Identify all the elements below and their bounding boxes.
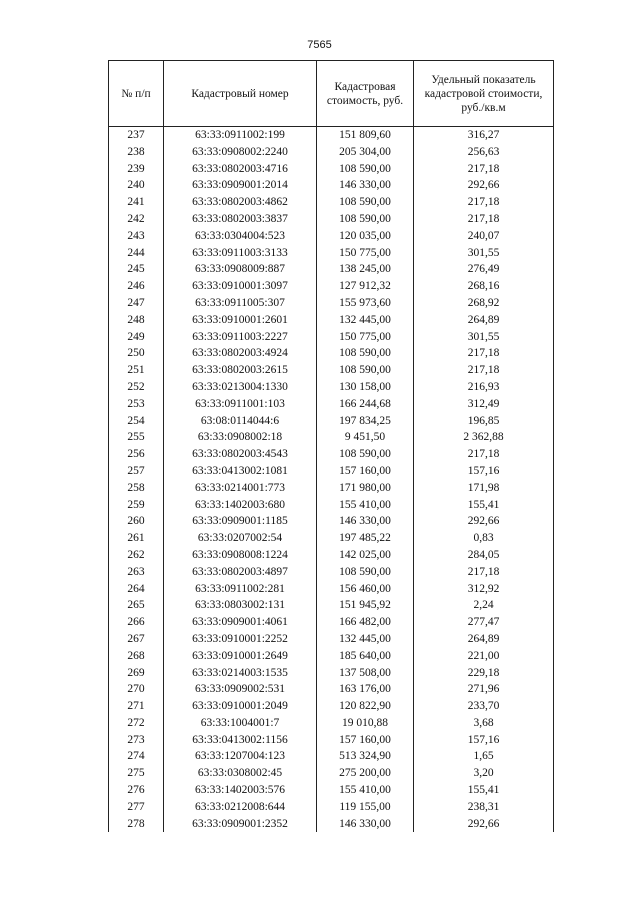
specific-indicator-cell: 217,18 bbox=[414, 194, 554, 211]
row-num-cell: 253 bbox=[109, 396, 164, 413]
cadastral-number-cell: 63:33:0802003:4543 bbox=[164, 446, 317, 463]
cadastral-value-cell: 185 640,00 bbox=[317, 648, 414, 665]
cadastral-number-cell: 63:33:0304004:523 bbox=[164, 228, 317, 245]
cadastral-number-cell: 63:33:0909001:2014 bbox=[164, 177, 317, 194]
cadastral-number-cell: 63:33:0910001:3097 bbox=[164, 278, 317, 295]
cadastral-number-cell: 63:33:0910001:2049 bbox=[164, 698, 317, 715]
row-num-cell: 266 bbox=[109, 614, 164, 631]
specific-indicator-cell: 157,16 bbox=[414, 732, 554, 749]
table-row bbox=[109, 648, 554, 665]
row-num-cell: 274 bbox=[109, 748, 164, 765]
cadastral-value-cell: 155 410,00 bbox=[317, 497, 414, 514]
row-num-cell: 243 bbox=[109, 228, 164, 245]
cadastral-number-cell: 63:33:0802003:4862 bbox=[164, 194, 317, 211]
specific-indicator-cell: 3,68 bbox=[414, 715, 554, 732]
row-num-cell: 255 bbox=[109, 429, 164, 446]
cadastral-value-cell: 150 775,00 bbox=[317, 245, 414, 262]
row-num-cell: 262 bbox=[109, 547, 164, 564]
row-num-cell: 257 bbox=[109, 463, 164, 480]
table-row bbox=[109, 211, 554, 228]
table-row bbox=[109, 261, 554, 278]
cadastral-value-cell: 197 485,22 bbox=[317, 530, 414, 547]
cadastral-number-cell: 63:33:1402003:680 bbox=[164, 497, 317, 514]
row-num-cell: 273 bbox=[109, 732, 164, 749]
table-row bbox=[109, 698, 554, 715]
specific-indicator-cell: 312,92 bbox=[414, 581, 554, 598]
specific-indicator-cell: 268,92 bbox=[414, 295, 554, 312]
row-num-cell: 252 bbox=[109, 379, 164, 396]
cadastral-value-cell: 151 945,92 bbox=[317, 597, 414, 614]
table-row bbox=[109, 480, 554, 497]
specific-indicator-cell: 256,63 bbox=[414, 144, 554, 161]
cadastral-value-cell: 146 330,00 bbox=[317, 816, 414, 833]
specific-indicator-cell: 264,89 bbox=[414, 631, 554, 648]
table-row bbox=[109, 379, 554, 396]
table-row bbox=[109, 413, 554, 430]
cadastral-value-cell: 150 775,00 bbox=[317, 329, 414, 346]
cadastral-table bbox=[108, 60, 554, 832]
row-num-cell: 264 bbox=[109, 581, 164, 598]
specific-indicator-cell: 284,05 bbox=[414, 547, 554, 564]
table-row bbox=[109, 312, 554, 329]
cadastral-value-cell: 108 590,00 bbox=[317, 345, 414, 362]
specific-indicator-cell: 3,20 bbox=[414, 765, 554, 782]
cadastral-number-cell: 63:33:0908002:2240 bbox=[164, 144, 317, 161]
cadastral-number-cell: 63:33:0909002:531 bbox=[164, 681, 317, 698]
cadastral-value-cell: 166 244,68 bbox=[317, 396, 414, 413]
row-num-cell: 269 bbox=[109, 665, 164, 682]
cadastral-number-cell: 63:33:0214003:1535 bbox=[164, 665, 317, 682]
cadastral-value-cell: 19 010,88 bbox=[317, 715, 414, 732]
cadastral-value-cell: 132 445,00 bbox=[317, 631, 414, 648]
cadastral-number-cell: 63:33:0909001:1185 bbox=[164, 513, 317, 530]
cadastral-number-cell: 63:33:0802003:3837 bbox=[164, 211, 317, 228]
specific-indicator-cell: 238,31 bbox=[414, 799, 554, 816]
row-num-cell: 256 bbox=[109, 446, 164, 463]
row-num-cell: 276 bbox=[109, 782, 164, 799]
cadastral-number-cell: 63:33:0908002:18 bbox=[164, 429, 317, 446]
cadastral-value-cell: 163 176,00 bbox=[317, 681, 414, 698]
table-row bbox=[109, 161, 554, 178]
cadastral-value-cell: 171 980,00 bbox=[317, 480, 414, 497]
cadastral-value-cell: 108 590,00 bbox=[317, 194, 414, 211]
specific-indicator-cell: 292,66 bbox=[414, 513, 554, 530]
row-num-cell: 263 bbox=[109, 564, 164, 581]
cadastral-value-cell: 120 822,90 bbox=[317, 698, 414, 715]
cadastral-value-cell: 137 508,00 bbox=[317, 665, 414, 682]
row-num-cell: 242 bbox=[109, 211, 164, 228]
cadastral-number-cell: 63:33:0802003:4897 bbox=[164, 564, 317, 581]
table-row bbox=[109, 194, 554, 211]
table-row bbox=[109, 816, 554, 833]
cadastral-value-cell: 151 809,60 bbox=[317, 127, 414, 144]
cadastral-value-cell: 108 590,00 bbox=[317, 161, 414, 178]
cadastral-number-cell: 63:33:0911002:281 bbox=[164, 581, 317, 598]
table-row bbox=[109, 345, 554, 362]
row-num-cell: 247 bbox=[109, 295, 164, 312]
row-num-cell: 261 bbox=[109, 530, 164, 547]
table-header bbox=[109, 61, 554, 127]
specific-indicator-cell: 233,70 bbox=[414, 698, 554, 715]
cadastral-value-cell: 146 330,00 bbox=[317, 177, 414, 194]
row-num-cell: 241 bbox=[109, 194, 164, 211]
specific-indicator-cell: 312,49 bbox=[414, 396, 554, 413]
specific-indicator-cell: 301,55 bbox=[414, 245, 554, 262]
row-num-cell: 271 bbox=[109, 698, 164, 715]
table-row bbox=[109, 597, 554, 614]
table-row bbox=[109, 799, 554, 816]
table-row bbox=[109, 228, 554, 245]
specific-indicator-cell: 268,16 bbox=[414, 278, 554, 295]
cadastral-number-cell: 63:33:0910001:2649 bbox=[164, 648, 317, 665]
cadastral-number-cell: 63:33:0911005:307 bbox=[164, 295, 317, 312]
specific-indicator-cell: 301,55 bbox=[414, 329, 554, 346]
table-row bbox=[109, 748, 554, 765]
specific-indicator-cell: 171,98 bbox=[414, 480, 554, 497]
specific-indicator-cell: 229,18 bbox=[414, 665, 554, 682]
cadastral-value-cell: 156 460,00 bbox=[317, 581, 414, 598]
header-num: № п/п bbox=[109, 61, 164, 127]
cadastral-number-cell: 63:33:0911002:199 bbox=[164, 127, 317, 144]
table-row bbox=[109, 329, 554, 346]
specific-indicator-cell: 217,18 bbox=[414, 211, 554, 228]
specific-indicator-cell: 155,41 bbox=[414, 497, 554, 514]
table-row bbox=[109, 530, 554, 547]
cadastral-value-cell: 9 451,50 bbox=[317, 429, 414, 446]
cadastral-value-cell: 166 482,00 bbox=[317, 614, 414, 631]
row-num-cell: 251 bbox=[109, 362, 164, 379]
cadastral-number-cell: 63:33:0802003:2615 bbox=[164, 362, 317, 379]
cadastral-number-cell: 63:33:1207004:123 bbox=[164, 748, 317, 765]
specific-indicator-cell: 292,66 bbox=[414, 177, 554, 194]
specific-indicator-cell: 221,00 bbox=[414, 648, 554, 665]
specific-indicator-cell: 240,07 bbox=[414, 228, 554, 245]
cadastral-number-cell: 63:33:0803002:131 bbox=[164, 597, 317, 614]
header-specific-indicator: Удельный показатель кадастровой стоимости, руб./кв.м bbox=[414, 61, 554, 127]
specific-indicator-cell: 217,18 bbox=[414, 161, 554, 178]
cadastral-number-cell: 63:33:0213004:1330 bbox=[164, 379, 317, 396]
row-num-cell: 275 bbox=[109, 765, 164, 782]
table-row bbox=[109, 396, 554, 413]
row-num-cell: 250 bbox=[109, 345, 164, 362]
table-row bbox=[109, 665, 554, 682]
table-body bbox=[109, 127, 554, 833]
cadastral-number-cell: 63:08:0114044:6 bbox=[164, 413, 317, 430]
table-row bbox=[109, 127, 554, 144]
cadastral-number-cell: 63:33:0413002:1081 bbox=[164, 463, 317, 480]
cadastral-value-cell: 127 912,32 bbox=[317, 278, 414, 295]
cadastral-value-cell: 120 035,00 bbox=[317, 228, 414, 245]
table-row bbox=[109, 547, 554, 564]
specific-indicator-cell: 2,24 bbox=[414, 597, 554, 614]
cadastral-number-cell: 63:33:0802003:4924 bbox=[164, 345, 317, 362]
cadastral-number-cell: 63:33:0214001:773 bbox=[164, 480, 317, 497]
cadastral-value-cell: 157 160,00 bbox=[317, 463, 414, 480]
cadastral-number-cell: 63:33:0911003:3133 bbox=[164, 245, 317, 262]
row-num-cell: 270 bbox=[109, 681, 164, 698]
table-row bbox=[109, 362, 554, 379]
cadastral-value-cell: 138 245,00 bbox=[317, 261, 414, 278]
specific-indicator-cell: 217,18 bbox=[414, 564, 554, 581]
row-num-cell: 245 bbox=[109, 261, 164, 278]
table-row bbox=[109, 144, 554, 161]
row-num-cell: 277 bbox=[109, 799, 164, 816]
cadastral-number-cell: 63:33:0909001:4061 bbox=[164, 614, 317, 631]
specific-indicator-cell: 2 362,88 bbox=[414, 429, 554, 446]
table-row bbox=[109, 245, 554, 262]
specific-indicator-cell: 217,18 bbox=[414, 362, 554, 379]
row-num-cell: 267 bbox=[109, 631, 164, 648]
cadastral-number-cell: 63:33:1402003:576 bbox=[164, 782, 317, 799]
specific-indicator-cell: 155,41 bbox=[414, 782, 554, 799]
specific-indicator-cell: 276,49 bbox=[414, 261, 554, 278]
cadastral-value-cell: 157 160,00 bbox=[317, 732, 414, 749]
table-row bbox=[109, 446, 554, 463]
table-row bbox=[109, 177, 554, 194]
specific-indicator-cell: 217,18 bbox=[414, 446, 554, 463]
row-num-cell: 248 bbox=[109, 312, 164, 329]
table-row bbox=[109, 295, 554, 312]
specific-indicator-cell: 216,93 bbox=[414, 379, 554, 396]
table-row bbox=[109, 715, 554, 732]
table-row bbox=[109, 765, 554, 782]
cadastral-number-cell: 63:33:0908009:887 bbox=[164, 261, 317, 278]
row-num-cell: 254 bbox=[109, 413, 164, 430]
table-row bbox=[109, 429, 554, 446]
row-num-cell: 259 bbox=[109, 497, 164, 514]
row-num-cell: 244 bbox=[109, 245, 164, 262]
specific-indicator-cell: 316,27 bbox=[414, 127, 554, 144]
table-row bbox=[109, 463, 554, 480]
cadastral-number-cell: 63:33:0911003:2227 bbox=[164, 329, 317, 346]
table-row bbox=[109, 497, 554, 514]
row-num-cell: 278 bbox=[109, 816, 164, 833]
cadastral-number-cell: 63:33:0802003:4716 bbox=[164, 161, 317, 178]
cadastral-value-cell: 146 330,00 bbox=[317, 513, 414, 530]
table-row bbox=[109, 513, 554, 530]
specific-indicator-cell: 0,83 bbox=[414, 530, 554, 547]
row-num-cell: 246 bbox=[109, 278, 164, 295]
cadastral-value-cell: 155 410,00 bbox=[317, 782, 414, 799]
cadastral-value-cell: 142 025,00 bbox=[317, 547, 414, 564]
specific-indicator-cell: 217,18 bbox=[414, 345, 554, 362]
table-row bbox=[109, 581, 554, 598]
row-num-cell: 265 bbox=[109, 597, 164, 614]
cadastral-value-cell: 155 973,60 bbox=[317, 295, 414, 312]
table-row bbox=[109, 631, 554, 648]
cadastral-value-cell: 108 590,00 bbox=[317, 362, 414, 379]
cadastral-number-cell: 63:33:0911001:103 bbox=[164, 396, 317, 413]
specific-indicator-cell: 1,65 bbox=[414, 748, 554, 765]
table-row bbox=[109, 782, 554, 799]
page-number: 7565 bbox=[307, 39, 332, 51]
cadastral-value-cell: 130 158,00 bbox=[317, 379, 414, 396]
row-num-cell: 272 bbox=[109, 715, 164, 732]
cadastral-number-cell: 63:33:0413002:1156 bbox=[164, 732, 317, 749]
cadastral-number-cell: 63:33:0910001:2601 bbox=[164, 312, 317, 329]
cadastral-number-cell: 63:33:0207002:54 bbox=[164, 530, 317, 547]
cadastral-value-cell: 205 304,00 bbox=[317, 144, 414, 161]
specific-indicator-cell: 196,85 bbox=[414, 413, 554, 430]
cadastral-value-cell: 513 324,90 bbox=[317, 748, 414, 765]
row-num-cell: 238 bbox=[109, 144, 164, 161]
specific-indicator-cell: 271,96 bbox=[414, 681, 554, 698]
row-num-cell: 237 bbox=[109, 127, 164, 144]
row-num-cell: 260 bbox=[109, 513, 164, 530]
table-row bbox=[109, 614, 554, 631]
specific-indicator-cell: 292,66 bbox=[414, 816, 554, 833]
cadastral-number-cell: 63:33:0308002:45 bbox=[164, 765, 317, 782]
row-num-cell: 240 bbox=[109, 177, 164, 194]
cadastral-value-cell: 108 590,00 bbox=[317, 211, 414, 228]
table-row bbox=[109, 278, 554, 295]
cadastral-value-cell: 132 445,00 bbox=[317, 312, 414, 329]
cadastral-number-cell: 63:33:0212008:644 bbox=[164, 799, 317, 816]
cadastral-number-cell: 63:33:0909001:2352 bbox=[164, 816, 317, 833]
row-num-cell: 249 bbox=[109, 329, 164, 346]
specific-indicator-cell: 277,47 bbox=[414, 614, 554, 631]
header-cadastral-value: Кадастровая стоимость, руб. bbox=[317, 61, 414, 127]
specific-indicator-cell: 264,89 bbox=[414, 312, 554, 329]
table-row bbox=[109, 732, 554, 749]
row-num-cell: 268 bbox=[109, 648, 164, 665]
row-num-cell: 258 bbox=[109, 480, 164, 497]
table-row bbox=[109, 564, 554, 581]
table-row bbox=[109, 681, 554, 698]
cadastral-number-cell: 63:33:0910001:2252 bbox=[164, 631, 317, 648]
cadastral-value-cell: 119 155,00 bbox=[317, 799, 414, 816]
cadastral-value-cell: 197 834,25 bbox=[317, 413, 414, 430]
specific-indicator-cell: 157,16 bbox=[414, 463, 554, 480]
header-cadastral-number: Кадастровый номер bbox=[164, 61, 317, 127]
row-num-cell: 239 bbox=[109, 161, 164, 178]
cadastral-value-cell: 108 590,00 bbox=[317, 446, 414, 463]
cadastral-number-cell: 63:33:0908008:1224 bbox=[164, 547, 317, 564]
cadastral-value-cell: 275 200,00 bbox=[317, 765, 414, 782]
cadastral-value-cell: 108 590,00 bbox=[317, 564, 414, 581]
cadastral-number-cell: 63:33:1004001:7 bbox=[164, 715, 317, 732]
